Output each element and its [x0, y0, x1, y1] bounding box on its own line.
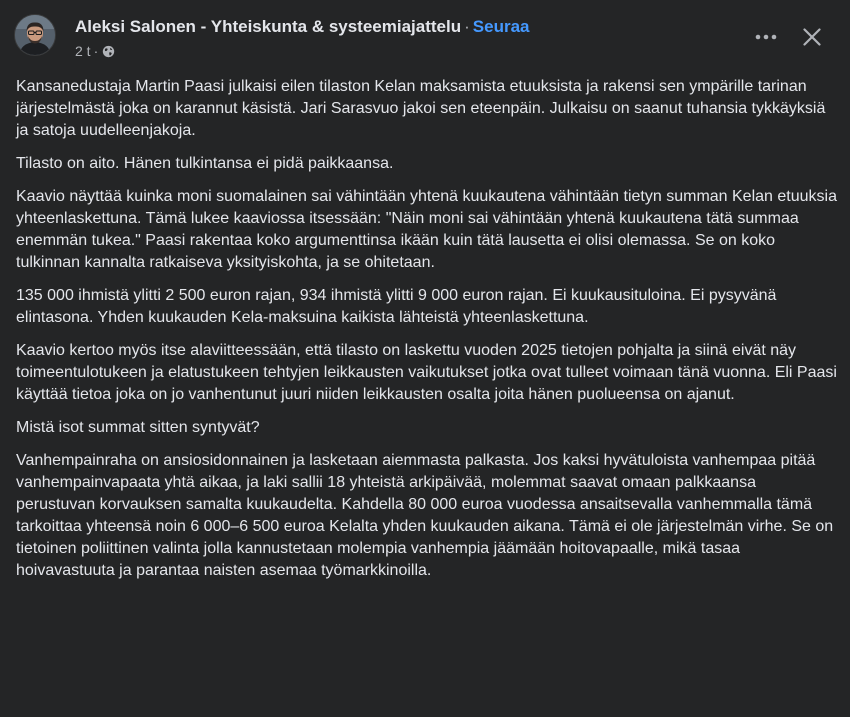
- post-paragraph: Vanhempainraha on ansiosidonnainen ja lasketaan aiemmasta palkasta. Jos kaksi hyvätuloista vanhempaa pitää vanhempainvapaata yhtä aikaa, ja laki sallii 18 yhteistä arkipäivää, molemmat saavat omaan palkkaansa perustuvan korvauksen samalta kuukaudelta. Kahdella 80 000 euroa vuodessa ansaitsevalla vanhemmalla tämä tarkoittaa yhteensä noin 6 000–6 500 euroa Kelalta yhden kuukauden aikana. Tämä ei ole järjestelmän virhe. Se on tietoinen poliittinen valinta jolla kannustetaan molempia vanhempia jäämään hoitovapaalle, mikä tasaa hoivavastuuta ja parantaa naisten asemaa työmarkkinoilla.: [16, 452, 834, 579]
- globe-icon[interactable]: [102, 45, 115, 58]
- close-button[interactable]: [797, 22, 827, 52]
- post-paragraph: Kaavio kertoo myös itse alaviitteessään, että tilasto on laskettu vuoden 2025 tietojen pohjalta ja siinä eivät näy toimeentulotukeen ja elatustukeen tehtyjen leikkausten vaikutukset jotka ovat tulleet voimaan tänä vuonna. Eli Paasi käyttää tietoa joka on jo vanhentunut juuri niiden leikkausten osalta joita hänen puolueensa on ajanut.: [16, 342, 837, 403]
- follow-button[interactable]: Seuraa: [472, 17, 530, 36]
- more-options-icon: [755, 34, 777, 40]
- meta-separator: ·: [93, 43, 99, 59]
- post-paragraph: Mistä isot summat sitten syntyvät?: [16, 419, 260, 436]
- post-time[interactable]: 2 t: [75, 43, 91, 59]
- post-header: [0, 0, 850, 74]
- author-line: [75, 17, 529, 37]
- post-body: [16, 76, 838, 593]
- author-name[interactable]: Aleksi Salonen - Yhteiskunta & systeemiajattelu: [75, 17, 462, 36]
- author-avatar[interactable]: [14, 14, 56, 56]
- more-options-button[interactable]: [751, 22, 781, 52]
- post-meta: [75, 43, 115, 59]
- post-paragraph: Kansanedustaja Martin Paasi julkaisi eilen tilaston Kelan maksamista etuuksista ja rakensi sen ympärille tarinan järjestelmästä joka on karannut käsistä. Jari Sarasvuo jakoi sen eteenpäin. Julkaisu on saanut tuhansia tykkäyksiä ja satoja uudelleenjakoja.: [16, 78, 826, 139]
- avatar-image: [15, 15, 55, 55]
- post-paragraph: Kaavio näyttää kuinka moni suomalainen sai vähintään yhtenä kuukautena vähintään tietyn summan Kelan etuuksia yhteenlaskettuna. Tämä lukee kaaviossa itsessään: "Näin moni sai vähintään yhtenä kuukautena tätä summaa enemmän tukea." Paasi rakentaa koko argumenttinsa ikään kuin tätä lausetta ei olisi olemassa. Se on koko tulkinnan kannalta ratkaiseva yksityiskohta, ja se ohitetaan.: [16, 188, 837, 271]
- header-separator: ·: [464, 17, 470, 36]
- post-paragraph: Tilasto on aito. Hänen tulkintansa ei pidä paikkaansa.: [16, 155, 394, 172]
- close-icon: [803, 28, 821, 46]
- post-paragraph: 135 000 ihmistä ylitti 2 500 euron rajan, 934 ihmistä ylitti 9 000 euron rajan. Ei kuukausituloina. Ei pysyvänä elintasona. Yhden kuukauden Kela-maksuina kaikista lähteistä yhteenlaskettuna.: [16, 287, 777, 326]
